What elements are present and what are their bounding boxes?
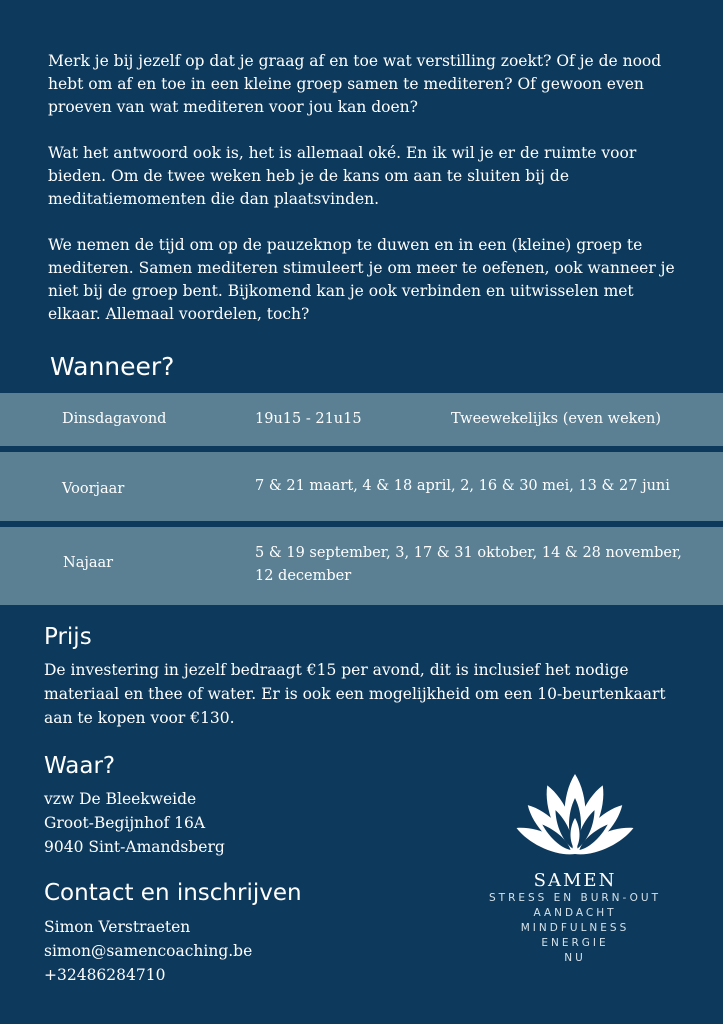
address-line-2: Groot-Begijnhof 16A: [44, 814, 206, 832]
schedule-row-weekly: [0, 393, 723, 446]
prijs-heading: Prijs: [44, 624, 92, 650]
address: [44, 787, 225, 859]
season-label-autumn: Najaar: [63, 555, 114, 571]
waar-heading: Waar?: [44, 753, 116, 779]
schedule-row-spring: [0, 452, 723, 521]
lotus-icon: [495, 772, 655, 864]
schedule-frequency: Tweewekelijks (even weken): [451, 411, 662, 427]
tagline-2: AANDACHT: [533, 907, 617, 919]
contact-email[interactable]: simon@samencoaching.be: [44, 942, 253, 960]
brand-name: SAMEN: [533, 870, 617, 891]
season-dates-autumn-2: 12 december: [255, 568, 352, 584]
schedule-day: Dinsdagavond: [62, 411, 167, 427]
intro-text: [48, 50, 688, 349]
contact-name: Simon Verstraeten: [44, 918, 191, 936]
contact-phone[interactable]: +32486284710: [44, 966, 166, 984]
wanneer-heading: Wanneer?: [50, 352, 175, 381]
prijs-text: De investering in jezelf bedraagt €15 per avond, dit is inclusief het nodige materiaal en thee of water. Er is ook een mogelijkheid om een 10-beurtenkaart aan te kopen voor €130.: [44, 661, 666, 727]
contact-heading: Contact en inschrijven: [44, 880, 302, 906]
season-dates-spring: 7 & 21 maart, 4 & 18 april, 2, 16 & 30 mei, 13 & 27 juni: [255, 478, 670, 494]
season-label-spring: Voorjaar: [62, 481, 125, 497]
address-line-3: 9040 Sint-Amandsberg: [44, 838, 225, 856]
intro-paragraph-3: We nemen de tijd om op de pauzeknop te duwen en in een (kleine) groep te mediteren. Samen mediteren stimuleert je om meer te oefenen, ook wanneer je niet bij de groep bent. Bijkomend kan je ook verbinden en uitwisselen met elkaar. Allemaal voordelen, toch?: [48, 236, 675, 323]
schedule-time: 19u15 - 21u15: [255, 411, 362, 427]
season-dates-autumn-1: 5 & 19 september, 3, 17 & 31 oktober, 14 & 28 november,: [255, 545, 682, 561]
contact-details: [44, 915, 252, 987]
address-line-1: vzw De Bleekweide: [44, 790, 197, 808]
tagline-3: MINDFULNESS: [520, 922, 630, 934]
tagline-5: NU: [564, 952, 586, 964]
tagline-1: STRESS EN BURN-OUT: [489, 892, 661, 904]
intro-paragraph-2: Wat het antwoord ook is, het is allemaal oké. En ik wil je er de ruimte voor bieden. Om de twee weken heb je de kans om aan te sluiten bij de meditatiemomenten die dan plaatsvinden.: [48, 144, 637, 208]
tagline-4: ENERGIE: [541, 937, 609, 949]
schedule-row-autumn: [0, 527, 723, 605]
samen-logo: [470, 772, 680, 966]
intro-paragraph-1: Merk je bij jezelf op dat je graag af en toe wat verstilling zoekt? Of je de nood hebt om af en toe in een kleine groep samen te mediteren? Of gewoon even proeven van wat mediteren voor jou kan doen?: [48, 52, 662, 116]
